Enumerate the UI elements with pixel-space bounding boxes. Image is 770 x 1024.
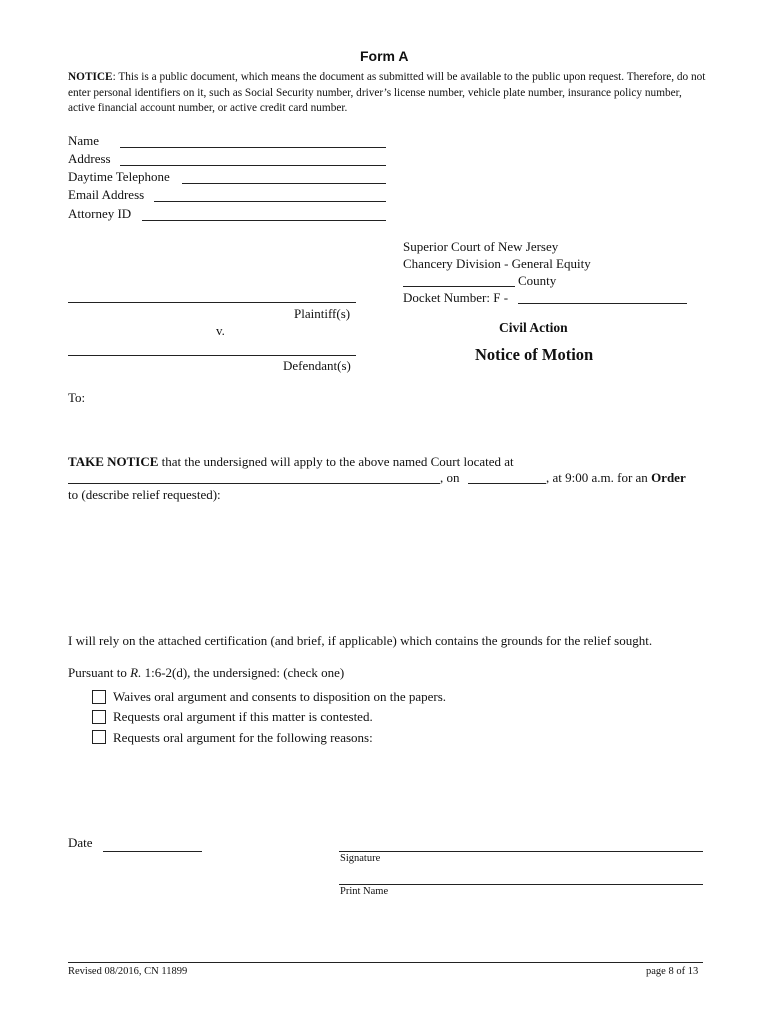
court-division: Chancery Division - General Equity (403, 256, 591, 271)
request-if-contested-checkbox[interactable] (92, 710, 106, 724)
plaintiff-field[interactable] (68, 302, 356, 303)
pursuant-suffix: 1:6-2(d), the undersigned: (check one) (141, 665, 345, 680)
name-field[interactable] (120, 147, 386, 148)
to-label: To: (68, 390, 86, 405)
signature-field[interactable] (339, 851, 703, 852)
notice-text: : This is a public document, which means the document as submitted will be available to the public upon request. Therefore, do not enter personal identifiers on it, such as Social Security number, driver’s license number, vehicle plate number, insurance policy number, active financial account number, or active credit card number. (68, 71, 706, 114)
plaintiff-label: Plaintiff(s) (294, 306, 351, 321)
civil-action-heading: Civil Action (499, 320, 568, 335)
date-field[interactable] (103, 851, 202, 852)
docket-number-label: Docket Number: F - (403, 290, 509, 305)
pursuant-prefix: Pursuant to (68, 665, 131, 680)
court-name: Superior Court of New Jersey (403, 239, 559, 254)
document-title: Notice of Motion (475, 345, 594, 364)
address-field[interactable] (120, 165, 386, 166)
take-notice-text: that the undersigned will apply to the above named Court located at (158, 454, 514, 469)
address-label: Address (68, 151, 111, 166)
take-notice-bold: TAKE NOTICE (68, 454, 159, 469)
time-text (546, 470, 686, 486)
versus-label: v. (216, 323, 225, 338)
revision-note: Revised 08/2016, CN 11899 (68, 966, 188, 977)
name-label: Name (68, 133, 100, 148)
date-label: Date (68, 835, 93, 850)
defendant-label: Defendant(s) (283, 358, 351, 373)
attorney-id-field[interactable] (142, 220, 386, 221)
notice-label: NOTICE (68, 71, 113, 83)
daytime-telephone-label: Daytime Telephone (68, 169, 170, 184)
print-name-label: Print Name (340, 886, 389, 897)
option-label: Requests oral argument if this matter is contested. (113, 709, 373, 724)
notice-paragraph (68, 70, 708, 117)
signature-label: Signature (340, 853, 381, 864)
pursuant-rule: R. (130, 665, 142, 680)
waive-oral-argument-checkbox[interactable] (92, 690, 106, 704)
daytime-telephone-field[interactable] (182, 183, 386, 184)
rely-statement: I will rely on the attached certification (and brief, if applicable) which contains the grounds for the relief sought. (68, 633, 653, 648)
hearing-date-field[interactable] (468, 483, 546, 484)
relief-label: to (describe relief requested): (68, 487, 221, 502)
order-label: Order (651, 470, 686, 485)
county-field[interactable] (403, 286, 515, 287)
county-label: County (518, 273, 557, 288)
attorney-id-label: Attorney ID (68, 206, 132, 221)
docket-number-field[interactable] (518, 303, 687, 304)
page-number: page 8 of 13 (646, 966, 699, 977)
pursuant-text (68, 665, 344, 681)
footer-divider (68, 962, 703, 963)
email-address-field[interactable] (154, 201, 386, 202)
option-label: Waives oral argument and consents to disposition on the papers. (113, 689, 447, 704)
form-title: Form A (360, 48, 409, 64)
defendant-field[interactable] (68, 355, 356, 356)
email-address-label: Email Address (68, 187, 145, 202)
on-label: , on (440, 470, 460, 485)
option-label: Requests oral argument for the following reasons: (113, 730, 373, 745)
take-notice-line (68, 454, 514, 470)
court-location-field[interactable] (68, 483, 440, 484)
print-name-field[interactable] (339, 884, 703, 885)
time-label: , at 9:00 a.m. for an (546, 470, 648, 485)
request-with-reasons-checkbox[interactable] (92, 730, 106, 744)
